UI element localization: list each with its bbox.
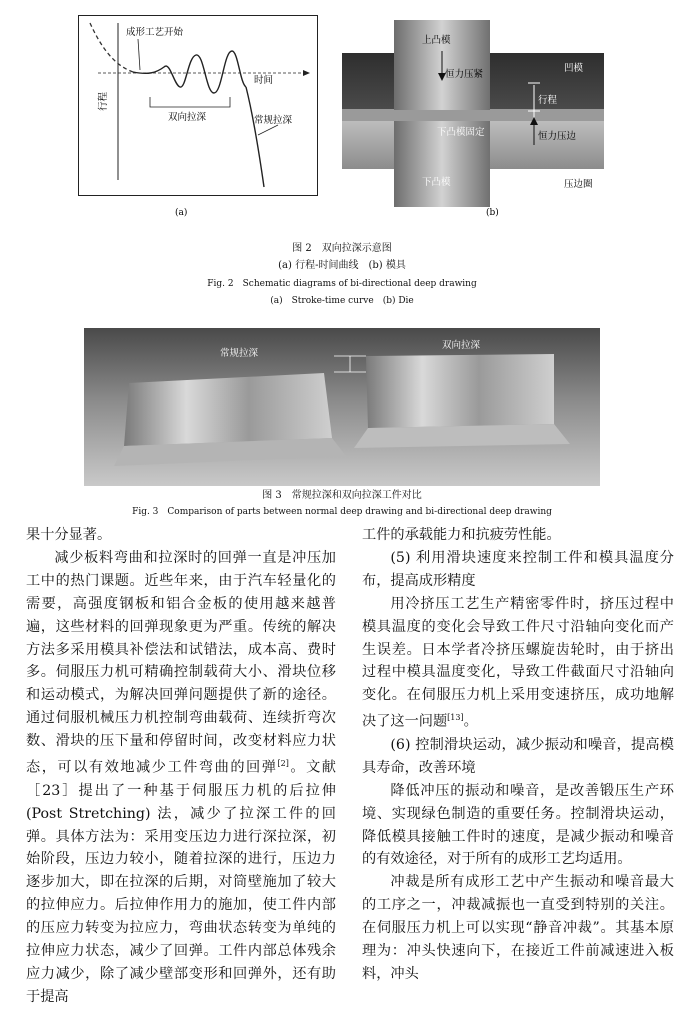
label-lower-punch: 下凸模	[422, 177, 451, 188]
label-bidirectional: 双向拉深	[168, 112, 207, 123]
figure-2a-stroke-time-curve	[78, 15, 318, 220]
label-constant-press: 恒力压紧	[445, 69, 484, 80]
bidirectional-part	[366, 354, 554, 428]
fig2-caption-cn-1: 图 2 双向拉深示意图	[292, 243, 392, 254]
sublabel-a: (a)	[175, 208, 188, 218]
label-bidirectional-part: 双向拉深	[442, 340, 481, 351]
ref-13: [13]	[447, 713, 464, 723]
section-6-heading: (6) 控制滑块运动，减少振动和噪音，提高模具寿命，改善环境	[362, 736, 674, 776]
fig3-caption-cn: 图 3 常规拉深和双向拉深工件对比	[262, 490, 422, 501]
normal-part	[124, 373, 332, 446]
right-p6: 降低冲压的振动和噪音，是改善锻压生产环境、实现绿色制造的重要任务。控制滑块运动，降低模具接触工件时的速度，是减少振动和噪音的有效途径，对于所有的成形工艺均适用。	[362, 782, 674, 868]
fig3-caption-en: Fig. 3 Comparison of parts between normal deep drawing and bi-directional deep drawing	[132, 507, 552, 517]
right-p5-b: 。	[463, 713, 478, 730]
ref-2: [2]	[277, 759, 289, 769]
right-p5	[362, 593, 674, 734]
fig2-caption-cn-2: (a) 行程-时间曲线 (b) 模具	[278, 260, 406, 271]
label-normal-part: 常规拉深	[220, 348, 259, 359]
label-lower-fixed: 下凸模固定	[437, 127, 485, 138]
label-die: 凹模	[564, 63, 584, 74]
figure-3-parts-photo	[84, 328, 600, 486]
label-process-start: 成形工艺开始	[126, 27, 184, 38]
label-constant-bh: 恒力压边	[538, 131, 577, 142]
label-stroke: 行程	[98, 91, 109, 111]
fig2a-frame	[79, 16, 318, 196]
right-p7: 冲裁是所有成形工艺中产生振动和噪音最大的工序之一，冲裁减振也一直受到特别的关注。在伺服压力机上可以实现“静音冲裁”。其基本原理为：冲头快速向下，在接近工件前减速进入板料，冲头	[362, 874, 674, 982]
left-p1-a: 减少板料弯曲和拉深时的回弹一直是冲压加工中的热门课题。近些年来，由于汽车轻量化的需要，高强度钢板和铝合金板的使用越来越普遍，这些材料的回弹现象更为严重。传统的解决方法多采用模具补偿法和试错法，成本高、费时多。伺服压力机可精确控制载荷大小、滑块位移和运动模式，为解决回弹问题提供了新的途径。通过伺服机械压力机控制弯曲载荷、连续折弯次数、滑块的压下量和停留时间，改变材料应力状态，可以有效地减少工件弯曲的回弹	[26, 549, 336, 776]
label-normal: 常规拉深	[254, 115, 293, 126]
label-upper-punch: 上凸模	[422, 35, 451, 46]
section-5-heading: (5) 利用滑块速度来控制工件和模具温度分布，提高成形精度	[362, 549, 674, 589]
sheet	[342, 109, 604, 121]
label-time: 时间	[254, 75, 274, 86]
fig2-caption-en-2: (a) Stroke-time curve (b) Die	[270, 296, 414, 306]
left-p1	[26, 547, 336, 1009]
label-stroke: 行程	[538, 95, 558, 106]
figure-2b-die	[342, 15, 604, 220]
left-p0: 果十分显著。	[26, 527, 112, 543]
right-column	[362, 524, 674, 986]
fig2-caption-en-1: Fig. 2 Schematic diagrams of bi-directional deep drawing	[207, 279, 477, 289]
label-blank-holder: 压边圈	[564, 179, 593, 190]
sublabel-b: (b)	[486, 208, 499, 218]
left-column	[26, 524, 336, 1009]
left-p1-b: 。文献［23］提出了一种基于伺服压力机的后拉伸 (Post Stretching) 法，减少了拉深工件的回弹。具体方法为：采用变压边力进行深拉深，初始阶段，压边力较小，随着拉深的进行，压边力逐步加大，即在拉深的后期，对筒壁施加了较大的拉伸应力。后拉伸作用力的施加，使工件内部的压应力转变为拉应力，弯曲状态转变为单纯的拉伸应力状态，减少了回弹。工件内部总体残余应力减少，除了减少壁部变形和回弹外，还有助于提高	[26, 759, 336, 1005]
right-p0: 工件的承载能力和抗疲劳性能。	[362, 527, 561, 543]
right-p5-a: 用冷挤压工艺生产精密零件时，挤压过程中模具温度的变化会导致工件尺寸沿轴向变化而产生误差。日本学者冷挤压螺旋齿轮时，由于挤出过程中模具温度变化，导致工件截面尺寸沿轴向变化。在伺服压力机上采用变速挤压，成功地解决了这一问题	[362, 595, 674, 730]
